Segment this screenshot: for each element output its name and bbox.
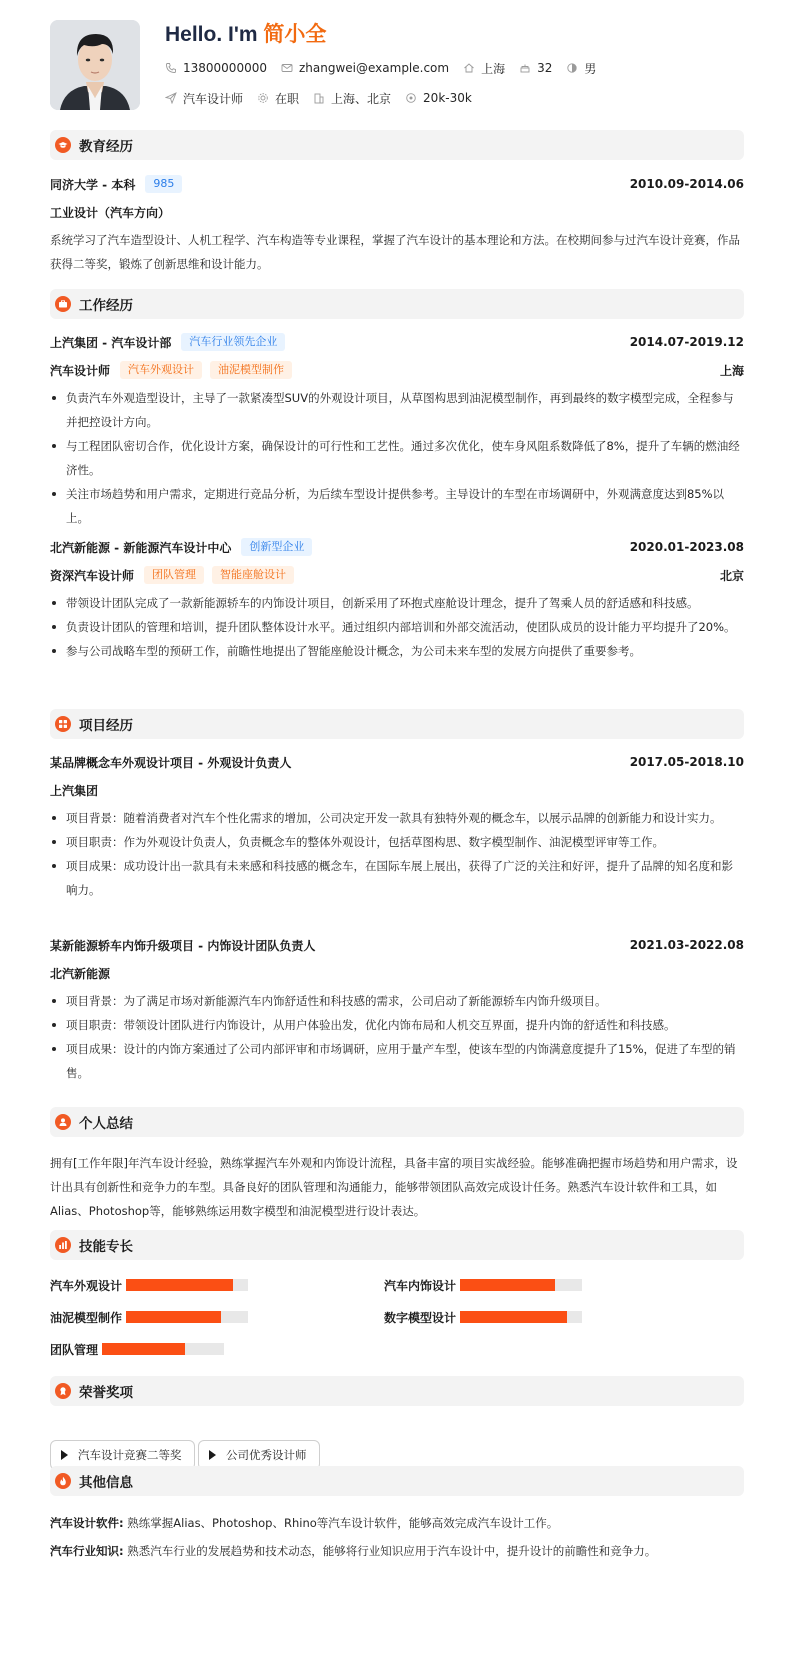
skill-tag: 智能座舱设计	[212, 566, 294, 584]
skill-bar	[126, 1279, 248, 1291]
list-item: 项目成果：设计的内饰方案通过了公司内部评审和市场调研，应用于量产车型，使该车型的内饰满意度提升了15%，促进了车型的销售。	[50, 1037, 744, 1085]
skill-label: 团队管理	[50, 1342, 99, 1357]
other-item	[50, 1513, 558, 1533]
salary: 20k-30k	[423, 91, 472, 105]
section-summary	[50, 1107, 744, 1137]
salary-item	[405, 91, 472, 105]
job-row	[165, 88, 610, 108]
flame-icon	[55, 1473, 71, 1489]
skill-label: 汽车内饰设计	[384, 1278, 457, 1293]
section-education	[50, 130, 744, 160]
other-key: 汽车行业知识:	[50, 1544, 124, 1558]
list-item: 带领设计团队完成了一款新能源轿车的内饰设计项目，创新采用了环抱式座舱设计理念，提升了驾乘人员的舒适感和科技感。	[50, 591, 744, 615]
company: 上汽集团 - 汽车设计部	[50, 335, 172, 350]
project-bullets	[50, 806, 744, 902]
list-item: 负责汽车外观造型设计，主导了一款紧凑型SUV的外观设计项目，从草图构思到油泥模型制作，再到最终的数字模型完成，全程参与并把控设计方向。	[50, 386, 744, 434]
list-item: 项目成果：成功设计出一款具有未来感和科技感的概念车，在国际车展上展出，获得了广泛的关注和好评，提升了品牌的知名度和影响力。	[50, 854, 744, 902]
work-bullets	[50, 591, 744, 663]
coin-icon	[405, 92, 417, 104]
city: 上海	[481, 61, 506, 76]
other-key: 汽车设计软件:	[50, 1516, 124, 1530]
phone-icon	[165, 62, 177, 74]
section-title: 技能专长	[79, 1239, 133, 1255]
skill-tag: 团队管理	[144, 566, 204, 584]
award-icon	[55, 1383, 71, 1399]
section-title: 工作经历	[79, 298, 133, 314]
gender-icon	[566, 62, 578, 74]
list-item: 项目职责：带领设计团队进行内饰设计，从用户体验出发，优化内饰布局和人机交互界面，提升内饰的舒适性和科技感。	[50, 1013, 744, 1037]
project-entry-1	[50, 752, 744, 902]
section-title: 荣誉奖项	[79, 1385, 133, 1401]
award-label: 汽车设计竞赛二等奖	[78, 1448, 182, 1462]
section-skills	[50, 1230, 744, 1260]
education-entry	[50, 174, 744, 276]
target-city-item	[313, 90, 391, 107]
status-item	[257, 90, 299, 107]
gear-icon	[257, 92, 269, 104]
user-icon	[55, 1114, 71, 1130]
grid-icon	[55, 716, 71, 732]
work-date: 2020.01-2023.08	[629, 540, 744, 554]
education-date: 2010.09-2014.06	[629, 177, 744, 191]
skill-item	[50, 1339, 224, 1359]
skill-tag: 油泥模型制作	[210, 361, 292, 379]
work-location: 北京	[719, 568, 744, 583]
phone-item	[165, 61, 267, 75]
skill-bar-fill	[126, 1279, 233, 1291]
project-name: 某品牌概念车外观设计项目 - 外观设计负责人	[50, 755, 292, 770]
skill-item	[384, 1275, 582, 1295]
education-description: 系统学习了汽车造型设计、人机工程学、汽车构造等专业课程，掌握了汽车设计的基本理论和方法。在校期间参与过汽车设计竞赛，作品获得二等奖，锻炼了创新思维和设计能力。	[50, 233, 740, 271]
project-bullets	[50, 989, 744, 1085]
list-item: 参与公司战略车型的预研工作，前瞻性地提出了智能座舱设计概念，为公司未来车型的发展方向提供了重要参考。	[50, 639, 744, 663]
cake-icon	[519, 62, 531, 74]
section-title: 个人总结	[79, 1116, 133, 1132]
avatar	[50, 20, 140, 110]
company-tag: 创新型企业	[241, 538, 312, 556]
work-bullets	[50, 386, 744, 530]
skill-item	[50, 1275, 248, 1295]
list-item: 关注市场趋势和用户需求，定期进行竞品分析，为后续车型设计提供参考。主导设计的车型在市场调研中，外观满意度达到85%以上。	[50, 482, 744, 530]
project-date: 2021.03-2022.08	[629, 938, 744, 952]
candidate-name: 简小全	[263, 23, 327, 46]
company: 北汽新能源 - 新能源汽车设计中心	[50, 540, 232, 555]
skill-bar-fill	[460, 1279, 555, 1291]
other-value: 熟练掌握Alias、Photoshop、Rhino等汽车设计软件，能够高效完成汽车设计工作。	[127, 1516, 559, 1530]
skill-item	[50, 1307, 248, 1327]
play-icon	[209, 1450, 216, 1460]
age: 32	[537, 61, 553, 75]
section-title: 教育经历	[79, 139, 133, 155]
building-icon	[313, 92, 325, 104]
email: zhangwei@example.com	[298, 61, 450, 75]
company-tag: 汽车行业领先企业	[181, 333, 285, 351]
email-item	[281, 61, 449, 75]
header-info	[165, 20, 610, 112]
section-work	[50, 289, 744, 319]
skill-bar-fill	[460, 1311, 567, 1323]
gender: 男	[584, 61, 597, 76]
skill-label: 汽车外观设计	[50, 1278, 123, 1293]
list-item: 负责设计团队的管理和培训，提升团队整体设计水平。通过组织内部培训和外部交流活动，使团队成员的设计能力平均提升了20%。	[50, 615, 744, 639]
skill-bar	[102, 1343, 224, 1355]
list-item: 项目背景：随着消费者对汽车个性化需求的增加，公司决定开发一款具有独特外观的概念车，以展示品牌的创新能力和设计实力。	[50, 806, 744, 830]
greeting-line	[165, 20, 610, 50]
summary-text: 拥有[工作年限]年汽车设计经验，熟练掌握汽车外观和内饰设计流程，具备丰富的项目实战经验。能够准确把握市场趋势和用户需求，设计出具有创新性和竞争力的车型。具备良好的团队管理和沟通能力，能够带领团队高效完成设计任务。熟悉汽车设计软件和工具，如Alias、Photoshop等，能够熟练运用数字模型和油泥模型进行设计表达。	[50, 1156, 738, 1218]
contact-row	[165, 58, 610, 78]
skill-item	[384, 1307, 582, 1327]
project-entry-2	[50, 935, 744, 1085]
home-icon	[463, 62, 475, 74]
skill-bar	[460, 1279, 582, 1291]
other-item	[50, 1541, 656, 1561]
city-item	[463, 60, 505, 77]
phone: 13800000000	[183, 61, 267, 75]
resume-header	[50, 20, 744, 112]
section-other	[50, 1466, 744, 1496]
skill-bar	[460, 1311, 582, 1323]
school-tag: 985	[145, 175, 182, 193]
project-name: 某新能源轿车内饰升级项目 - 内饰设计团队负责人	[50, 938, 316, 953]
project-date: 2017.05-2018.10	[629, 755, 744, 769]
send-icon	[165, 92, 177, 104]
project-org: 北汽新能源	[50, 966, 111, 981]
play-icon	[61, 1450, 68, 1460]
job-status: 在职	[275, 91, 300, 106]
skill-label: 数字模型设计	[384, 1310, 457, 1325]
skill-tag: 汽车外观设计	[120, 361, 202, 379]
list-item: 与工程团队密切合作，优化设计方案，确保设计的可行性和工艺性。通过多次优化，使车身风阻系数降低了8%，提升了车辆的燃油经济性。	[50, 434, 744, 482]
age-item	[519, 61, 552, 75]
bar-chart-icon	[55, 1237, 71, 1253]
work-entry-1	[50, 332, 744, 530]
job-title-item	[165, 90, 243, 107]
target-cities: 上海、北京	[331, 91, 392, 106]
work-location: 上海	[719, 363, 744, 378]
position: 汽车设计师	[50, 363, 111, 378]
gender-item	[566, 60, 596, 77]
other-value: 熟悉汽车行业的发展趋势和技术动态，能够将行业知识应用于汽车设计中，提升设计的前瞻性和竞争力。	[127, 1544, 657, 1558]
briefcase-icon	[55, 296, 71, 312]
skill-bar-fill	[126, 1311, 221, 1323]
greeting: Hello. I'm	[165, 23, 258, 46]
school: 同济大学 - 本科	[50, 177, 136, 192]
work-entry-2	[50, 537, 744, 663]
graduation-cap-icon	[55, 137, 71, 153]
project-org: 上汽集团	[50, 783, 99, 798]
work-date: 2014.07-2019.12	[629, 335, 744, 349]
section-projects	[50, 709, 744, 739]
job-title: 汽车设计师	[183, 91, 244, 106]
section-title: 其他信息	[79, 1475, 133, 1491]
skill-bar-fill	[102, 1343, 185, 1355]
mail-icon	[281, 62, 293, 74]
award-label: 公司优秀设计师	[226, 1448, 307, 1462]
list-item: 项目背景：为了满足市场对新能源汽车内饰舒适性和科技感的需求，公司启动了新能源轿车内饰升级项目。	[50, 989, 744, 1013]
section-awards	[50, 1376, 744, 1406]
major: 工业设计（汽车方向）	[50, 205, 171, 220]
position: 资深汽车设计师	[50, 568, 135, 583]
section-title: 项目经历	[79, 718, 133, 734]
list-item: 项目职责：作为外观设计负责人，负责概念车的整体外观设计，包括草图构思、数字模型制作、油泥模型评审等工作。	[50, 830, 744, 854]
skill-label: 油泥模型制作	[50, 1310, 123, 1325]
summary-body	[50, 1151, 744, 1223]
skill-bar	[126, 1311, 248, 1323]
